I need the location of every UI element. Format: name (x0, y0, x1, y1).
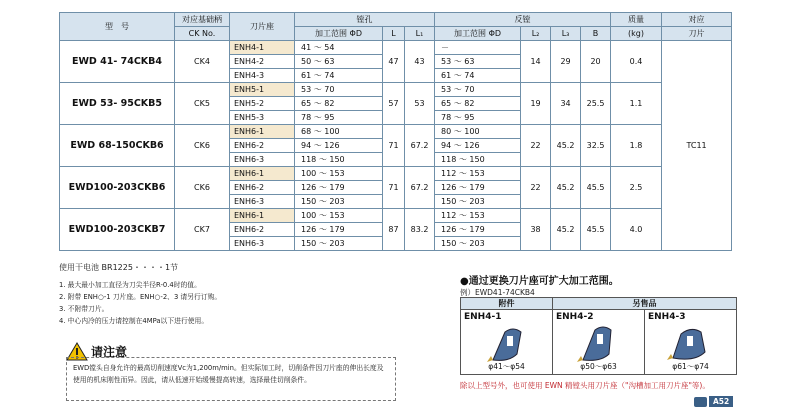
header-insert-2: 刀片 (662, 27, 732, 41)
boring-holder-icon (483, 324, 533, 364)
header-mass-unit: (kg) (611, 27, 662, 41)
back-range-cell: 65 ～ 82 (435, 97, 521, 111)
note-1: 1. 最大最小加工直径为刀尖半径R-0.4时的值。 (59, 281, 201, 289)
holder-cell: ENH4-2 (230, 55, 295, 69)
holder-name-3: ENH4-3 (648, 312, 686, 322)
holder-cell: ENH5-2 (230, 97, 295, 111)
holder-range-3: φ61～φ74 (672, 362, 709, 371)
bore-range-cell: 41 ～ 54 (295, 41, 383, 55)
header-mass: 质量 (611, 13, 662, 27)
l-cell: 71 (383, 125, 405, 167)
holder-cell: ENH6-2 (230, 181, 295, 195)
bore-range-cell: 65 ～ 82 (295, 97, 383, 111)
l1-cell: 53 (405, 83, 435, 125)
bore-range-cell: 50 ～ 63 (295, 55, 383, 69)
l-cell: 87 (383, 209, 405, 251)
mass-cell: 1.1 (611, 83, 662, 125)
header-holder: 刀片座 (230, 13, 295, 41)
mass-cell: 4.0 (611, 209, 662, 251)
holder-cell: ENH5-1 (230, 83, 295, 97)
back-range-cell: 53 ～ 70 (435, 83, 521, 97)
col-separate: 另售品 (553, 298, 737, 310)
holder-cell-2 (553, 310, 645, 375)
l3-cell: 45.2 (551, 209, 581, 251)
holder-cell: ENH5-3 (230, 111, 295, 125)
back-range-cell: 78 ～ 95 (435, 111, 521, 125)
page-link-label[interactable]: A52 (709, 396, 733, 407)
back-range-cell: 53 ～ 63 (435, 55, 521, 69)
bore-range-cell: 118 ～ 150 (295, 153, 383, 167)
model-cell: EWD100-203CKB7 (60, 209, 175, 251)
holder-cell: ENH6-3 (230, 195, 295, 209)
l2-cell: 22 (521, 167, 551, 209)
bore-range-cell: 94 ～ 126 (295, 139, 383, 153)
back-range-cell: 61 ～ 74 (435, 69, 521, 83)
model-cell: EWD 41- 74CKB4 (60, 41, 175, 83)
l-cell: 71 (383, 167, 405, 209)
l3-cell: 45.2 (551, 167, 581, 209)
table-row (60, 41, 732, 55)
back-range-cell: 150 ～ 203 (435, 195, 521, 209)
expand-example: 例）EWD41-74CKB4 (460, 288, 535, 297)
l2-cell: 19 (521, 83, 551, 125)
holder-cell: ENH6-3 (230, 237, 295, 251)
holder-cell: ENH6-1 (230, 167, 295, 181)
back-range-cell: 126 ～ 179 (435, 181, 521, 195)
mass-cell: 0.4 (611, 41, 662, 83)
b-cell: 45.5 (581, 167, 611, 209)
holder-name-2: ENH4-2 (556, 312, 594, 322)
table-row (60, 83, 732, 97)
bore-range-cell: 100 ～ 153 (295, 209, 383, 223)
footnote: 除以上型号外，也可使用 EWN 精镗头用刀片座（"沟槽加工用刀片座"等)。 (460, 381, 710, 390)
bore-range-cell: 150 ～ 203 (295, 195, 383, 209)
boring-holder-icon (667, 324, 717, 364)
bore-range-cell: 68 ～ 100 (295, 125, 383, 139)
ck-cell: CK6 (175, 125, 230, 167)
l3-cell: 45.2 (551, 125, 581, 167)
ck-cell: CK5 (175, 83, 230, 125)
back-range-cell: 126 ～ 179 (435, 223, 521, 237)
l3-cell: 34 (551, 83, 581, 125)
mass-cell: 1.8 (611, 125, 662, 167)
holder-cell-3 (645, 310, 737, 375)
l1-cell: 83.2 (405, 209, 435, 251)
holder-cell-1 (461, 310, 553, 375)
caution-title: 请注意 (91, 345, 128, 359)
model-cell: EWD 53- 95CKB5 (60, 83, 175, 125)
holder-cell: ENH6-2 (230, 139, 295, 153)
model-cell: EWD 68-150CKB6 (60, 125, 175, 167)
back-range-cell: 112 ～ 153 (435, 167, 521, 181)
ck-cell: CK6 (175, 167, 230, 209)
l2-cell: 14 (521, 41, 551, 83)
note-4: 4. 中心内冷的压力请控制在4MPa以下进行使用。 (59, 317, 209, 325)
holder-cell: ENH6-1 (230, 125, 295, 139)
table-row (60, 167, 732, 181)
note-3: 3. 不附带刀片。 (59, 305, 109, 313)
spec-table (59, 12, 732, 251)
header-l2: L₂ (521, 27, 551, 41)
boring-holder-icon (575, 324, 625, 364)
header-l3: L₃ (551, 27, 581, 41)
b-cell: 32.5 (581, 125, 611, 167)
bore-range-cell: 53 ～ 70 (295, 83, 383, 97)
bore-range-cell: 126 ～ 179 (295, 223, 383, 237)
model-cell: EWD100-203CKB6 (60, 167, 175, 209)
header-insert-1: 对应 (662, 13, 732, 27)
l-cell: 47 (383, 41, 405, 83)
b-cell: 45.5 (581, 209, 611, 251)
bore-range-cell: 100 ～ 153 (295, 167, 383, 181)
l-cell: 57 (383, 83, 405, 125)
back-range-cell: 94 ～ 126 (435, 139, 521, 153)
holder-cell: ENH4-1 (230, 41, 295, 55)
holder-cell: ENH6-2 (230, 223, 295, 237)
back-range-cell: 118 ～ 150 (435, 153, 521, 167)
bore-range-cell: 150 ～ 203 (295, 237, 383, 251)
header-b: B (581, 27, 611, 41)
back-range-cell: 112 ～ 153 (435, 209, 521, 223)
caution-box: EWD镗头自身允许的最高切削速度Vc为1,200m/min。但实际加工时，切削条件因刀片座的伸出长度及使用的机床刚性而异。因此，请从低速开始缓慢提高转速，选择最佳切削条件。 (66, 357, 396, 401)
battery-note: 使用干电池 BR1225・・・・1节 (59, 263, 179, 272)
ck-cell: CK4 (175, 41, 230, 83)
ck-cell: CK7 (175, 209, 230, 251)
l1-cell: 67.2 (405, 167, 435, 209)
holder-cell: ENH6-3 (230, 153, 295, 167)
expand-title: ●通过更换刀片座可扩大加工范围。 (460, 276, 619, 287)
header-back-boring: 反镗 (435, 13, 611, 27)
header-l1: L₁ (405, 27, 435, 41)
b-cell: 20 (581, 41, 611, 83)
table-row (60, 125, 732, 139)
l2-cell: 38 (521, 209, 551, 251)
l2-cell: 22 (521, 125, 551, 167)
note-2: 2. 附带 ENH○-1 刀片座。ENH○-2、3 请另行订购。 (59, 293, 222, 301)
header-ck-no: CK No. (175, 27, 230, 41)
holder-range-1: φ41～φ54 (488, 362, 525, 371)
header-range-d2: 加工范围 ΦD (435, 27, 521, 41)
insert-cell: TC11 (662, 41, 732, 251)
back-range-cell: 80 ～ 100 (435, 125, 521, 139)
l1-cell: 67.2 (405, 125, 435, 167)
holder-example-table (460, 297, 737, 375)
header-l: L (383, 27, 405, 41)
l3-cell: 29 (551, 41, 581, 83)
header-model: 型 号 (60, 13, 175, 41)
header-boring: 镗孔 (295, 13, 435, 27)
bore-range-cell: 61 ～ 74 (295, 69, 383, 83)
holder-range-2: φ50～φ63 (580, 362, 617, 371)
b-cell: 25.5 (581, 83, 611, 125)
mass-cell: 2.5 (611, 167, 662, 209)
back-range-cell: － (435, 41, 521, 55)
book-icon (694, 397, 707, 407)
header-range-d: 加工范围 ΦD (295, 27, 383, 41)
holder-name-1: ENH4-1 (464, 312, 502, 322)
l1-cell: 43 (405, 41, 435, 83)
page-link[interactable] (694, 396, 733, 407)
bore-range-cell: 126 ～ 179 (295, 181, 383, 195)
holder-cell: ENH6-1 (230, 209, 295, 223)
back-range-cell: 150 ～ 203 (435, 237, 521, 251)
table-row (60, 209, 732, 223)
header-ck-std: 对应基础柄 (175, 13, 230, 27)
col-included: 附件 (461, 298, 553, 310)
bore-range-cell: 78 ～ 95 (295, 111, 383, 125)
holder-cell: ENH4-3 (230, 69, 295, 83)
